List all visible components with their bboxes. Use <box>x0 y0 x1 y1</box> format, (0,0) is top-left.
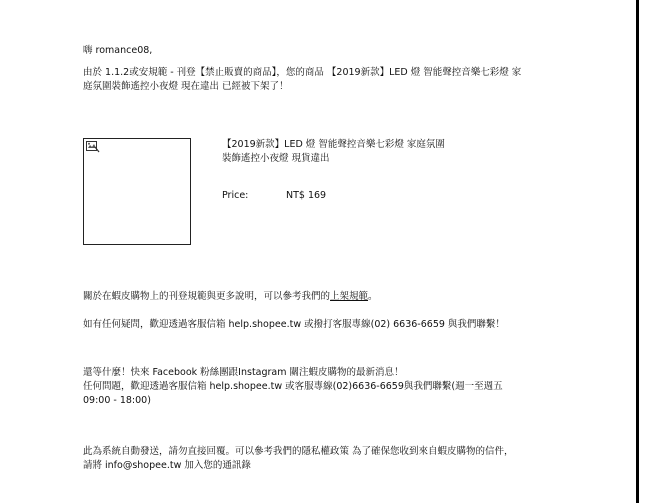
guidelines-end: 。 <box>368 291 378 302</box>
scrollbar-edge <box>636 0 639 503</box>
price-value: NT$ 169 <box>286 190 327 201</box>
product-name[interactable]: 【2019新款】LED 燈 智能聲控音樂七彩燈 家庭氛圍裝飾遙控小夜燈 現貨違出 <box>222 139 445 164</box>
footer-paragraph: 此為系統自動發送，請勿直接回覆。可以參考我們的隱私權政策 為了確保您收到來自蝦皮購物的信件，請將 info@shopee.tw 加入您的通訊錄 <box>83 446 514 471</box>
product-image <box>83 138 191 245</box>
guidelines-paragraph <box>83 290 523 304</box>
broken-image-icon <box>86 141 100 153</box>
price-row <box>222 189 422 203</box>
guidelines-text: 關於在蝦皮購物上的刊登規範與更多說明，可以參考我們的 <box>83 291 331 302</box>
price-label: Price: <box>222 190 249 201</box>
guidelines-link[interactable]: 上架規範 <box>330 291 369 302</box>
social-line-2: 任何問題，歡迎透過客服信箱 help.shopee.tw 或客服專線(02)6636-6659與我們聯繫(週一至週五 09:00 - 18:00) <box>83 381 503 406</box>
social-paragraph <box>83 366 513 408</box>
greeting: 嗨 romance08, <box>83 45 153 56</box>
intro-paragraph: 由於 1.1.2或安規範 - 刊登【禁止販賣的商品】，您的商品 【2019新款】LED 燈 智能聲控音樂七彩燈 家庭氛圍裝飾遙控小夜燈 現在違出 已經被下架了！ <box>83 67 522 92</box>
support-paragraph: 如有任何疑問，歡迎透過客服信箱 help.shopee.tw 或撥打客服專線(02) 6636-6659 與我們聯繫！ <box>83 319 505 330</box>
social-line-1: 還等什麼！快來 Facebook 粉絲團跟Instagram 關注蝦皮購物的最新消息！ <box>83 367 404 378</box>
